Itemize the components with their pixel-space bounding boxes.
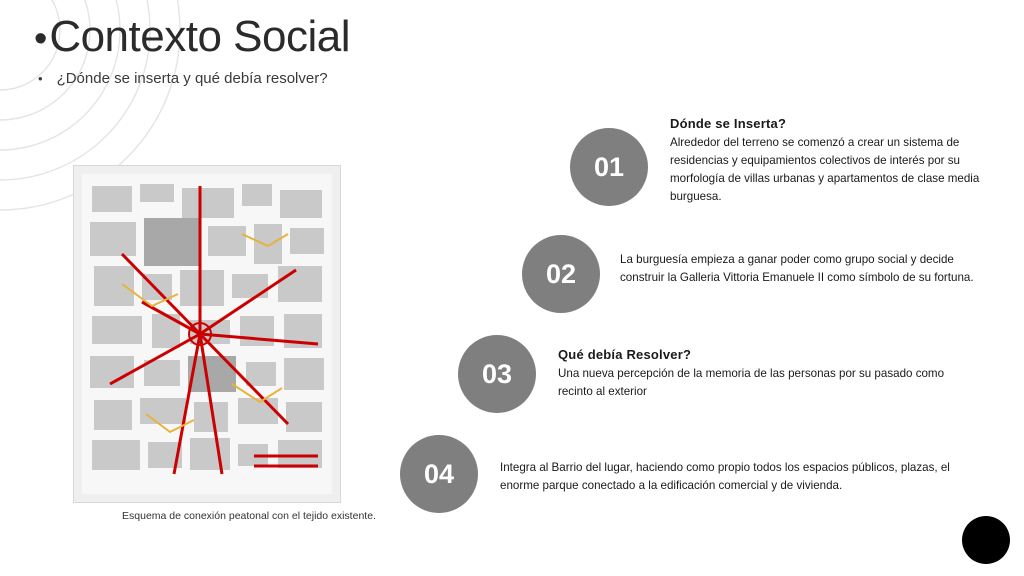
list-item	[522, 235, 1000, 313]
page-subtitle: ¿Dónde se inserta y qué debía resolver?	[56, 70, 328, 88]
item-number-badge: 01	[570, 128, 648, 206]
map-frame	[74, 166, 340, 502]
item-number-badge: 04	[400, 435, 478, 513]
title-line	[34, 14, 350, 60]
title-block	[34, 14, 350, 87]
map-image	[82, 174, 332, 494]
map-figure	[74, 166, 376, 522]
title-bullet-icon: •	[34, 18, 48, 60]
item-body: Alrededor del terreno se comenzó a crear un sistema de residencias y equipamientos colectivos de interés por su morfología de villas urbanas y apartamentos de clase media burguesa.	[670, 136, 980, 203]
figure-caption: Esquema de conexión peatonal con el tejido existente.	[122, 510, 376, 522]
list-item	[458, 335, 958, 413]
item-body: Integra al Barrio del lugar, haciendo como propio todos los espacios públicos, plazas, el enorme parque conectado a la edificación comercial y de vivienda.	[500, 461, 950, 492]
item-text	[670, 114, 1000, 206]
item-text	[558, 345, 958, 401]
subtitle-bullet-icon: •	[38, 71, 43, 87]
page-title: Contexto Social	[49, 12, 350, 61]
item-number-badge: 02	[522, 235, 600, 313]
item-text	[620, 249, 1000, 287]
list-item	[400, 435, 960, 513]
item-text	[500, 457, 960, 495]
item-heading: Qué debía Resolver?	[558, 347, 692, 362]
item-body: Una nueva percepción de la memoria de las personas por su pasado como recinto al exterior	[558, 367, 945, 398]
numbered-list	[400, 110, 1012, 540]
list-item	[570, 116, 1000, 206]
accent-dot	[962, 516, 1010, 564]
subtitle-line	[38, 70, 350, 87]
item-number-badge: 03	[458, 335, 536, 413]
item-heading: Dónde se Inserta?	[670, 116, 787, 131]
item-body: La burguesía empieza a ganar poder como grupo social y decide construir la Galleria Vittoria Emanuele II como símbolo de su fortuna.	[620, 253, 974, 284]
